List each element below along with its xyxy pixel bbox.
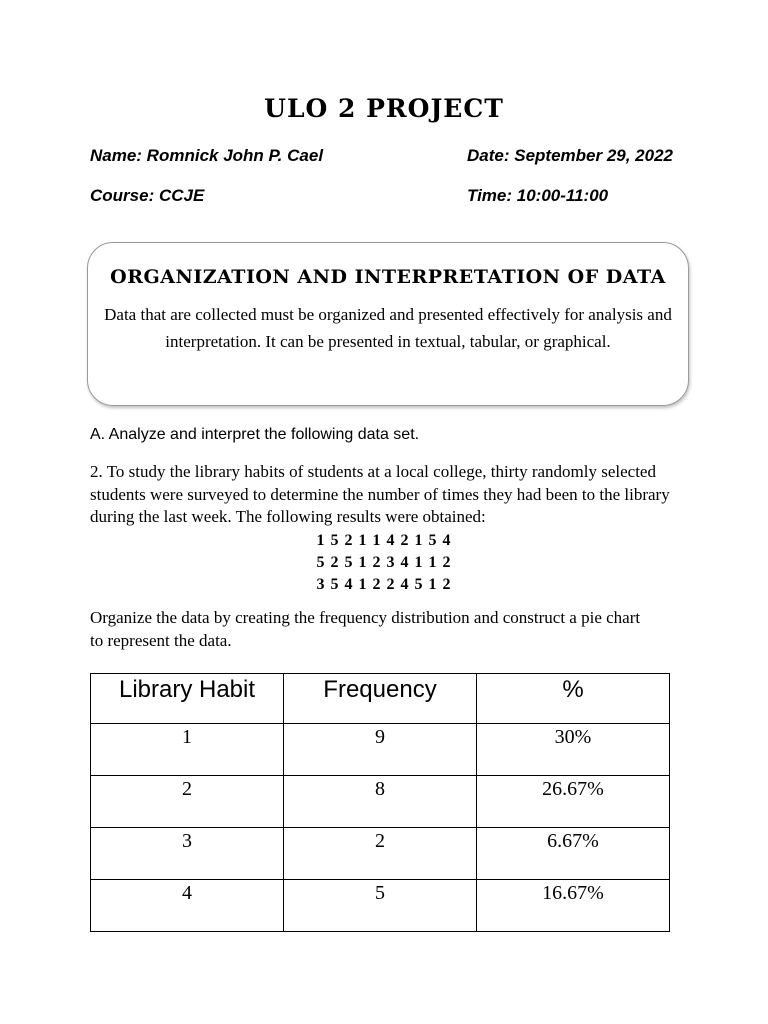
table-row [91, 828, 670, 880]
data-row: 5 2 5 1 2 3 4 1 1 2 [316, 554, 452, 571]
table-cell: 3 [91, 828, 284, 880]
table-cell: 2 [284, 828, 477, 880]
data-row: 3 5 4 1 2 2 4 5 1 2 [316, 576, 452, 593]
column-header-percent: % [477, 674, 670, 724]
problem-statement: 2. To study the library habits of students at a local college, thirty randomly selected students were surveyed to determine the number of times they had been to the library during the last week. The following results were obtained: [90, 462, 670, 526]
instruction-text: Organize the data by creating the frequency distribution and construct a pie chart to represent the data. [90, 608, 641, 650]
table-cell: 16.67% [477, 880, 670, 932]
course: Course: CCJE [90, 186, 205, 205]
frequency-table [90, 673, 670, 932]
table-cell: 9 [284, 724, 477, 776]
data-set [0, 530, 768, 596]
student-name: Name: Romnick John P. Cael [90, 146, 324, 165]
table-cell: 26.67% [477, 776, 670, 828]
table-cell: 6.67% [477, 828, 670, 880]
class-time: Time: 10:00-11:00 [467, 186, 609, 205]
table-cell: 8 [284, 776, 477, 828]
info-box-title: ORGANIZATION AND INTERPRETATION OF DATA [110, 266, 666, 288]
column-header-frequency: Frequency [284, 674, 477, 724]
section-heading: A. Analyze and interpret the following data set. [90, 426, 420, 443]
info-box [87, 242, 689, 406]
table-cell: 1 [91, 724, 284, 776]
page-title: ULO 2 PROJECT [264, 94, 504, 123]
table-row [91, 880, 670, 932]
table-cell: 5 [284, 880, 477, 932]
info-box-text: Data that are collected must be organized and presented effectively for analysis and interpretation. It can be presented in textual, tabular, or graphical. [104, 305, 672, 351]
submission-date: Date: September 29, 2022 [467, 146, 673, 165]
table-row [91, 724, 670, 776]
column-header-library-habit: Library Habit [91, 674, 284, 724]
table-row [91, 776, 670, 828]
table-header-row [91, 674, 670, 724]
table-cell: 30% [477, 724, 670, 776]
data-row: 1 5 2 1 1 4 2 1 5 4 [316, 532, 452, 549]
table-cell: 4 [91, 880, 284, 932]
table-cell: 2 [91, 776, 284, 828]
